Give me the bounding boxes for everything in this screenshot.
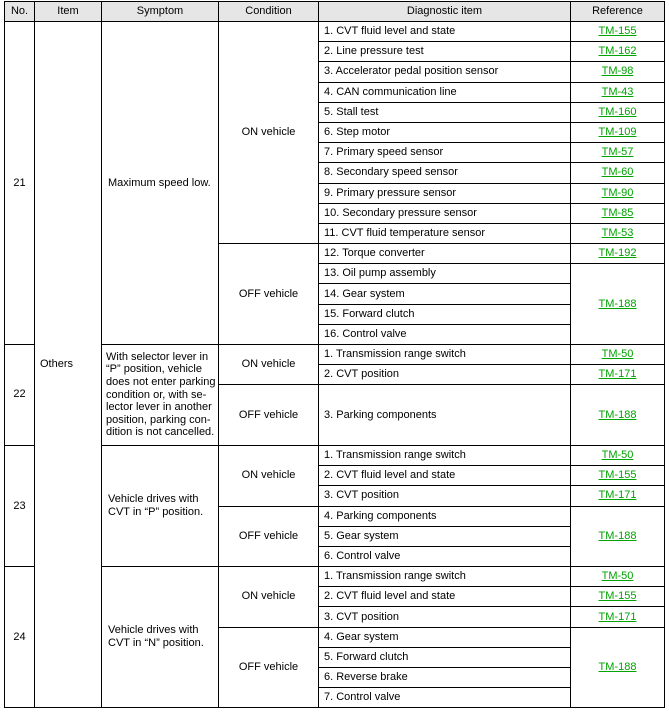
reference-cell <box>571 445 665 465</box>
reference-cell <box>571 466 665 486</box>
table-row <box>5 345 665 365</box>
diagnostic-item: 5. Stall test <box>319 102 571 122</box>
diagnostic-item: 8. Secondary speed sensor <box>319 163 571 183</box>
symptom-cell: Vehicle drives with CVT in “P” position. <box>102 445 219 566</box>
reference-link[interactable]: TM-188 <box>598 297 637 310</box>
symptom-cell: Vehicle drives with CVT in “N” position. <box>102 567 219 708</box>
condition-cell: OFF vehicle <box>219 244 319 345</box>
row-number: 24 <box>5 567 35 708</box>
table-row <box>5 567 665 587</box>
header-reference: Reference <box>571 2 665 22</box>
reference-cell <box>571 183 665 203</box>
diagnostic-item: 3. CVT position <box>319 607 571 627</box>
reference-cell <box>571 345 665 365</box>
diagnostic-item: 3. Accelerator pedal position sensor <box>319 62 571 82</box>
reference-cell <box>571 102 665 122</box>
reference-link[interactable]: TM-85 <box>601 206 634 219</box>
reference-link[interactable]: TM-53 <box>601 226 634 239</box>
symptom-cell: With selector lever in “P” position, vehicle does not enter parking condition or, with se-lector lever in another position, parking con-dition is not cancelled. <box>102 345 219 446</box>
reference-cell <box>571 567 665 587</box>
reference-link[interactable]: TM-192 <box>598 247 637 260</box>
condition-cell: ON vehicle <box>219 22 319 244</box>
diagnostic-item: 6. Control valve <box>319 546 571 566</box>
diagnostic-item: 15. Forward clutch <box>319 304 571 324</box>
diagnostic-item: 1. Transmission range switch <box>319 445 571 465</box>
reference-cell <box>571 607 665 627</box>
reference-cell <box>571 223 665 243</box>
diagnostic-item: 4. Gear system <box>319 627 571 647</box>
header-symptom: Symptom <box>102 2 219 22</box>
reference-link[interactable]: TM-60 <box>601 166 634 179</box>
diagnostic-item: 12. Torque converter <box>319 244 571 264</box>
reference-link[interactable]: TM-188 <box>598 408 637 421</box>
reference-cell <box>571 506 665 567</box>
reference-link[interactable]: TM-171 <box>598 610 637 623</box>
reference-link[interactable]: TM-188 <box>598 661 637 673</box>
item-cell: Others <box>35 22 102 708</box>
reference-link[interactable]: TM-171 <box>598 489 637 502</box>
reference-link[interactable]: TM-98 <box>601 65 634 78</box>
reference-link[interactable]: TM-50 <box>601 570 634 583</box>
diagnostic-item: 1. Transmission range switch <box>319 345 571 365</box>
diagnostic-item: 10. Secondary pressure sensor <box>319 203 571 223</box>
diagnostic-item: 5. Forward clutch <box>319 647 571 667</box>
diagnostic-table <box>4 1 665 708</box>
reference-cell <box>571 486 665 506</box>
reference-cell <box>571 385 665 446</box>
reference-link[interactable]: TM-160 <box>598 105 637 118</box>
reference-link[interactable]: TM-171 <box>598 368 637 381</box>
reference-cell <box>571 62 665 82</box>
diagnostic-item: 4. CAN communication line <box>319 82 571 102</box>
reference-cell <box>571 82 665 102</box>
condition-cell: ON vehicle <box>219 345 319 385</box>
symptom-cell: Maximum speed low. <box>102 22 219 345</box>
condition-cell: ON vehicle <box>219 445 319 506</box>
diagnostic-item: 2. CVT fluid level and state <box>319 466 571 486</box>
diagnostic-item: 2. Line pressure test <box>319 42 571 62</box>
diagnostic-item: 13. Oil pump assembly <box>319 264 571 284</box>
diagnostic-item: 6. Reverse brake <box>319 668 571 688</box>
header-diagnostic-item: Diagnostic item <box>319 2 571 22</box>
condition-cell: ON vehicle <box>219 567 319 628</box>
reference-cell <box>571 203 665 223</box>
reference-cell <box>571 163 665 183</box>
diagnostic-item: 9. Primary pressure sensor <box>319 183 571 203</box>
reference-cell <box>571 264 665 345</box>
reference-link[interactable]: TM-155 <box>598 590 637 603</box>
diagnostic-item: 1. Transmission range switch <box>319 567 571 587</box>
diagnostic-item: 2. CVT fluid level and state <box>319 587 571 607</box>
diagnostic-item: 3. Parking components <box>319 385 571 446</box>
row-number: 21 <box>5 22 35 345</box>
condition-cell: OFF vehicle <box>219 385 319 446</box>
reference-link[interactable]: TM-162 <box>598 45 637 58</box>
condition-cell: OFF vehicle <box>219 506 319 567</box>
diagnostic-item: 7. Primary speed sensor <box>319 143 571 163</box>
reference-cell <box>571 587 665 607</box>
diagnostic-item: 1. CVT fluid level and state <box>319 22 571 42</box>
header-no: No. <box>5 2 35 22</box>
diagnostic-item: 14. Gear system <box>319 284 571 304</box>
reference-cell <box>571 143 665 163</box>
reference-cell <box>571 365 665 385</box>
table-row <box>5 22 665 42</box>
reference-cell <box>571 244 665 264</box>
diagnostic-item: 5. Gear system <box>319 526 571 546</box>
diagnostic-item: 2. CVT position <box>319 365 571 385</box>
diagnostic-item: 3. CVT position <box>319 486 571 506</box>
condition-cell: OFF vehicle <box>219 627 319 708</box>
diagnostic-item: 6. Step motor <box>319 122 571 142</box>
diagnostic-item: 7. Control valve <box>319 688 571 708</box>
header-row <box>5 2 665 22</box>
reference-cell <box>571 22 665 42</box>
reference-link[interactable]: TM-155 <box>598 469 637 482</box>
reference-cell <box>571 627 665 708</box>
reference-link[interactable]: TM-188 <box>598 529 637 542</box>
header-item: Item <box>35 2 102 22</box>
diagnostic-item: 16. Control valve <box>319 324 571 344</box>
reference-link[interactable]: TM-50 <box>601 348 634 361</box>
diagnostic-item: 4. Parking components <box>319 506 571 526</box>
reference-link[interactable]: TM-155 <box>598 25 637 38</box>
reference-link[interactable]: TM-90 <box>601 186 634 199</box>
header-condition: Condition <box>219 2 319 22</box>
reference-link[interactable]: TM-43 <box>601 85 634 98</box>
diagnostic-item: 11. CVT fluid temperature sensor <box>319 223 571 243</box>
reference-cell <box>571 42 665 62</box>
reference-link[interactable]: TM-109 <box>598 126 637 139</box>
row-number: 22 <box>5 345 35 446</box>
row-number: 23 <box>5 445 35 566</box>
reference-cell <box>571 122 665 142</box>
reference-link[interactable]: TM-57 <box>601 146 634 159</box>
reference-link[interactable]: TM-50 <box>601 449 634 462</box>
table-row <box>5 445 665 465</box>
